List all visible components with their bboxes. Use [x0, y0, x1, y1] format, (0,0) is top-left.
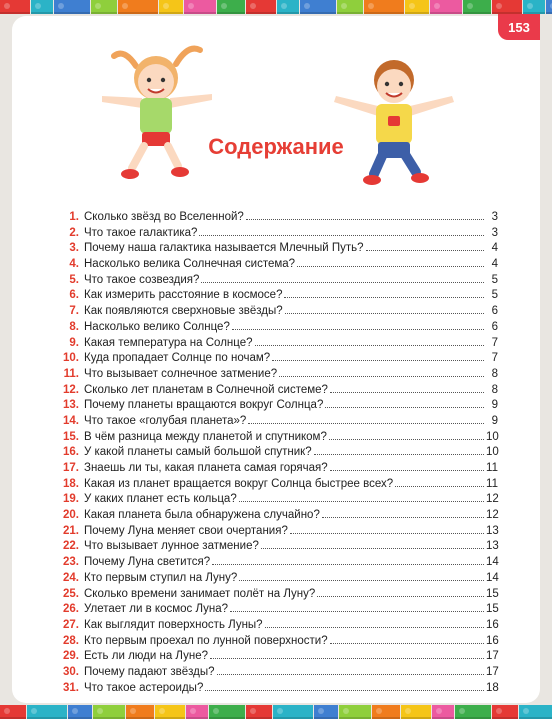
lego-brick [314, 705, 338, 719]
toc-entry-number: 9. [69, 336, 79, 349]
toc-entry-page: 13 [486, 524, 499, 537]
toc-entry-title: Как измерить расстояние в космосе? [84, 289, 283, 302]
dot-leader [395, 486, 484, 487]
lego-brick [184, 0, 216, 14]
toc-entry-number: 18. [63, 477, 79, 490]
dot-leader [239, 580, 484, 581]
toc-entry-number: 7. [69, 305, 79, 318]
toc-entry-page: 10 [486, 446, 499, 459]
toc-entry [58, 430, 498, 446]
toc-entry-title: Куда пропадает Солнце по ночам? [84, 352, 271, 365]
lego-brick [277, 0, 299, 14]
dot-leader [205, 690, 484, 691]
dot-leader [272, 360, 484, 361]
toc-entry-page: 17 [486, 665, 499, 678]
toc-entry-number: 23. [63, 556, 79, 569]
dot-leader [330, 392, 484, 393]
lego-brick [31, 0, 53, 14]
toc-entry-page: 7 [491, 352, 498, 365]
toc-entry-page: 11 [486, 462, 498, 474]
lego-brick [463, 0, 491, 14]
lego-brick [91, 0, 117, 14]
toc-entry-page: 5 [491, 273, 498, 286]
toc-entry-page: 16 [486, 634, 499, 647]
lego-border-top [0, 0, 552, 14]
lego-brick [405, 0, 429, 14]
toc-entry-page: 9 [491, 414, 498, 427]
toc-entry-title: Сколько лет планетам в Солнечной системе? [84, 383, 328, 396]
page-number-badge: 153 [498, 14, 540, 40]
dot-leader [246, 219, 484, 220]
toc-entry [58, 618, 498, 634]
toc-entry-number: 21. [63, 524, 79, 537]
toc-entry-title: Почему наша галактика называется Млечный Путь? [84, 242, 364, 255]
lego-brick [546, 0, 552, 14]
toc-entry [58, 508, 498, 524]
lego-brick [0, 705, 26, 719]
toc-entry-page: 13 [486, 540, 499, 553]
toc-entry-title: Почему планеты вращаются вокруг Солнца? [84, 399, 324, 412]
dot-leader [314, 454, 484, 455]
dot-leader [255, 345, 484, 346]
toc-entry [58, 524, 498, 540]
lego-brick [155, 705, 185, 719]
dot-leader [284, 297, 484, 298]
toc-entry-page: 8 [491, 383, 498, 396]
lego-brick [364, 0, 404, 14]
toc-entry-page: 16 [486, 618, 499, 631]
toc-entry-title: Что такое астероиды? [84, 681, 204, 694]
toc-entry [58, 304, 498, 320]
toc-entry [58, 602, 498, 618]
toc-entry-title: Какая из планет вращается вокруг Солнца быстрее всех? [84, 477, 394, 490]
toc-entry-page: 6 [491, 320, 498, 333]
toc-entry-page: 7 [491, 336, 498, 349]
dot-leader [201, 282, 484, 283]
toc-entry-number: 25. [63, 587, 79, 600]
lego-brick [337, 0, 363, 14]
toc-entry [58, 273, 498, 289]
toc-entry [58, 367, 498, 383]
toc-entry-page: 5 [491, 289, 498, 302]
dot-leader [322, 517, 484, 518]
lego-border-bottom [0, 705, 552, 719]
toc-entry-title: Какая температура на Солнце? [84, 336, 253, 349]
toc-entry-number: 29. [63, 650, 79, 663]
dot-leader [217, 674, 484, 675]
toc-entry-title: Что такое галактика? [84, 226, 198, 239]
toc-entry-page: 18 [486, 681, 499, 694]
lego-brick [0, 0, 30, 14]
girl-illustration [96, 36, 216, 186]
lego-brick [432, 705, 454, 719]
toc-entry-title: Насколько велико Солнце? [84, 320, 230, 333]
toc-entry-page: 14 [486, 556, 499, 569]
toc-entry-number: 3. [69, 242, 79, 255]
lego-brick [27, 705, 67, 719]
toc-entry-title: Кто первым проехал по лунной поверхности? [84, 634, 328, 647]
toc-entry [58, 336, 498, 352]
toc-entry-title: Что вызывает солнечное затмение? [84, 367, 278, 380]
dot-leader [290, 533, 484, 534]
toc-entry-page: 15 [486, 603, 499, 616]
toc-entry [58, 288, 498, 304]
toc-entry-number: 14. [63, 414, 79, 427]
toc-entry-number: 1. [69, 211, 79, 223]
lego-brick [492, 705, 518, 719]
toc-entry-page: 12 [486, 509, 499, 522]
toc-entry-title: Что вызывает лунное затмение? [84, 540, 259, 553]
toc-entry [58, 210, 498, 226]
lego-brick [519, 705, 552, 719]
toc-entry-number: 6. [69, 289, 79, 302]
toc-entry-number: 10. [63, 352, 79, 365]
toc-entry-page: 10 [486, 430, 499, 443]
toc-entry-title: У каких планет есть кольца? [84, 493, 237, 506]
toc-entry-title: Что такое «голубая планета»? [84, 414, 247, 427]
dot-leader [212, 564, 484, 565]
lego-brick [372, 705, 400, 719]
toc-entry [58, 649, 498, 665]
toc-entry-number: 20. [63, 509, 79, 522]
toc-entry-page: 15 [486, 587, 499, 600]
toc-entry-page: 6 [491, 305, 498, 318]
page-title: Содержание [208, 134, 344, 159]
toc-entry-title: Знаешь ли ты, какая планета самая горячая? [84, 462, 328, 474]
lego-brick [523, 0, 545, 14]
dot-leader [325, 407, 484, 408]
toc-entry-number: 12. [63, 383, 79, 396]
dot-leader [210, 658, 484, 659]
toc-entry [58, 320, 498, 336]
toc-entry-number: 4. [69, 258, 79, 271]
toc-entry-number: 27. [63, 618, 79, 631]
toc-entry-page: 17 [486, 650, 499, 663]
lego-brick [126, 705, 154, 719]
toc-entry-number: 31. [63, 681, 79, 694]
toc-entry-page: 14 [486, 571, 499, 584]
toc-entry [58, 634, 498, 650]
lego-brick [492, 0, 522, 14]
toc-entry [58, 226, 498, 242]
dot-leader [239, 501, 484, 502]
toc-entry-number: 15. [63, 430, 79, 443]
lego-brick [430, 0, 462, 14]
toc-entry [58, 555, 498, 571]
lego-brick [118, 0, 158, 14]
toc-entry-page: 4 [491, 258, 498, 271]
toc-entry-title: Сколько времени занимает полёт на Луну? [84, 587, 316, 600]
toc-entry-title: Есть ли люди на Луне? [84, 650, 208, 663]
toc-entry [58, 461, 498, 477]
lego-brick [273, 705, 313, 719]
toc-entry-number: 5. [69, 273, 79, 286]
toc-entry-page: 11 [486, 477, 498, 490]
toc-entry-page: 3 [491, 211, 498, 223]
lego-brick [68, 705, 92, 719]
toc-entry-number: 24. [63, 571, 79, 584]
dot-leader [230, 611, 484, 612]
toc-entry [58, 414, 498, 430]
dot-leader [248, 423, 484, 424]
toc-entry-title: Какая планета была обнаружена случайно? [84, 509, 320, 522]
lego-brick [455, 705, 491, 719]
lego-brick [246, 705, 272, 719]
dot-leader [261, 548, 484, 549]
toc-entry-page: 8 [491, 367, 498, 380]
dot-leader [330, 643, 484, 644]
toc-entry [58, 257, 498, 273]
lego-brick [246, 0, 276, 14]
dot-leader [366, 250, 484, 251]
dot-leader [285, 313, 484, 314]
toc-entry-number: 17. [63, 462, 79, 474]
toc-entry-page: 12 [486, 493, 499, 506]
toc-entry-number: 16. [63, 446, 79, 459]
lego-brick [339, 705, 371, 719]
toc-entry [58, 539, 498, 555]
dot-leader [279, 376, 484, 377]
lego-brick [300, 0, 336, 14]
toc-entry-number: 22. [63, 540, 79, 553]
toc-entry-number: 13. [63, 399, 79, 412]
toc-entry [58, 351, 498, 367]
toc-entry-number: 8. [69, 320, 79, 333]
toc-entry-page: 3 [491, 226, 498, 239]
toc-entry [58, 477, 498, 493]
toc-entry-title: Улетает ли в космос Луна? [84, 603, 229, 616]
table-of-contents [58, 210, 498, 696]
toc-entry-title: Как появляются сверхновые звёзды? [84, 305, 283, 318]
boy-illustration [328, 50, 458, 190]
toc-entry [58, 665, 498, 681]
toc-entry-title: Почему падают звёзды? [84, 665, 215, 678]
toc-entry-title: Почему Луна светится? [84, 556, 211, 569]
dot-leader [265, 627, 484, 628]
toc-entry [58, 492, 498, 508]
toc-entry [58, 571, 498, 587]
toc-entry-number: 30. [63, 665, 79, 678]
dot-leader [317, 596, 484, 597]
toc-entry [58, 681, 498, 697]
toc-entry-number: 26. [63, 603, 79, 616]
toc-entry [58, 383, 498, 399]
dot-leader [330, 470, 484, 471]
toc-entry-title: Почему Луна меняет свои очертания? [84, 524, 288, 537]
toc-entry-title: Насколько велика Солнечная система? [84, 258, 296, 271]
toc-entry [58, 398, 498, 414]
toc-entry-page: 4 [491, 242, 498, 255]
lego-brick [217, 0, 245, 14]
lego-brick [186, 705, 208, 719]
lego-brick [159, 0, 183, 14]
dot-leader [297, 266, 484, 267]
toc-entry-number: 11. [63, 367, 79, 380]
toc-entry-number: 28. [63, 634, 79, 647]
toc-entry-title: Что такое созвездия? [84, 273, 200, 286]
toc-entry-title: У какой планеты самый большой спутник? [84, 446, 312, 459]
lego-brick [401, 705, 431, 719]
dot-leader [232, 329, 484, 330]
toc-entry-number: 19. [63, 493, 79, 506]
lego-brick [93, 705, 125, 719]
lego-brick [209, 705, 245, 719]
toc-entry-number: 2. [69, 226, 79, 239]
toc-entry-title: Кто первым ступил на Луну? [84, 571, 238, 584]
dot-leader [329, 439, 484, 440]
toc-entry-title: В чём разница между планетой и спутником? [84, 430, 327, 443]
toc-entry-title: Сколько звёзд во Вселенной? [84, 211, 244, 223]
toc-entry [58, 241, 498, 257]
toc-entry [58, 445, 498, 461]
toc-entry-page: 9 [491, 399, 498, 412]
dot-leader [199, 235, 484, 236]
toc-entry [58, 587, 498, 603]
lego-brick [54, 0, 90, 14]
toc-entry-title: Как выглядит поверхность Луны? [84, 618, 263, 631]
